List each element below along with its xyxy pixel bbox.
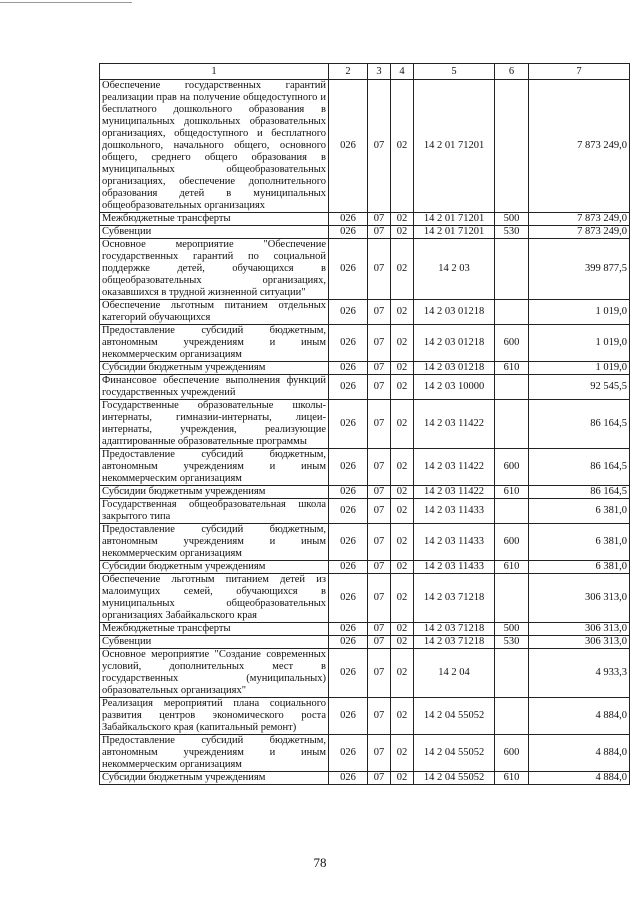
amount-cell: 4 933,3 <box>529 649 630 698</box>
subsection-code-cell: 02 <box>391 400 414 449</box>
subsection-code-cell: 02 <box>391 735 414 772</box>
row-name-cell: Реализация мероприятий плана социального развития центров экономического роста Забайкальского края (капитальный ремонт) <box>100 698 329 735</box>
amount-cell: 306 313,0 <box>529 636 630 649</box>
row-name-cell: Предоставление субсидий бюджетным, автономным учреждениям и иным некоммерческим организациям <box>100 524 329 561</box>
expense-type-cell <box>495 400 529 449</box>
table-row <box>100 325 630 362</box>
target-article-cell: 14 2 03 11433 <box>414 561 495 574</box>
chapter-code-cell: 07 <box>368 623 391 636</box>
target-article-cell: 14 2 03 71218 <box>414 623 495 636</box>
section-code-cell: 026 <box>329 325 368 362</box>
target-article-cell: 14 2 03 01218 <box>414 300 495 325</box>
subsection-code-cell: 02 <box>391 649 414 698</box>
row-name-cell: Обеспечение льготным питанием отдельных категорий обучающихся <box>100 300 329 325</box>
table-row <box>100 623 630 636</box>
table-row <box>100 561 630 574</box>
chapter-code-cell: 07 <box>368 400 391 449</box>
subsection-code-cell: 02 <box>391 623 414 636</box>
header-row <box>100 64 630 80</box>
row-name-cell: Субсидии бюджетным учреждениям <box>100 772 329 785</box>
row-name-cell: Субвенции <box>100 226 329 239</box>
expense-type-cell: 610 <box>495 772 529 785</box>
section-code-cell: 026 <box>329 449 368 486</box>
expense-type-cell <box>495 80 529 213</box>
header-cell: 3 <box>368 64 391 80</box>
row-name-cell: Субсидии бюджетным учреждениям <box>100 561 329 574</box>
subsection-code-cell: 02 <box>391 213 414 226</box>
subsection-code-cell: 02 <box>391 449 414 486</box>
chapter-code-cell: 07 <box>368 772 391 785</box>
chapter-code-cell: 07 <box>368 362 391 375</box>
subsection-code-cell: 02 <box>391 698 414 735</box>
table-row <box>100 400 630 449</box>
target-article-cell: 14 2 01 71201 <box>414 213 495 226</box>
table-row <box>100 375 630 400</box>
row-name-cell: Предоставление субсидий бюджетным, автономным учреждениям и иным некоммерческим организациям <box>100 325 329 362</box>
expense-type-cell <box>495 649 529 698</box>
amount-cell: 86 164,5 <box>529 486 630 499</box>
amount-cell: 1 019,0 <box>529 325 630 362</box>
header-cell: 6 <box>495 64 529 80</box>
row-name-cell: Финансовое обеспечение выполнения функций государственных учреждений <box>100 375 329 400</box>
header-cell: 1 <box>100 64 329 80</box>
target-article-cell: 14 2 03 71218 <box>414 636 495 649</box>
table-row <box>100 636 630 649</box>
amount-cell: 4 884,0 <box>529 698 630 735</box>
expense-type-cell: 600 <box>495 325 529 362</box>
row-name-cell: Субвенции <box>100 636 329 649</box>
subsection-code-cell: 02 <box>391 772 414 785</box>
target-article-cell: 14 2 04 55052 <box>414 698 495 735</box>
expense-type-cell: 600 <box>495 449 529 486</box>
table-row <box>100 239 630 300</box>
expense-type-cell <box>495 375 529 400</box>
header-cell: 5 <box>414 64 495 80</box>
subsection-code-cell: 02 <box>391 636 414 649</box>
expense-type-cell: 610 <box>495 486 529 499</box>
expense-type-cell <box>495 698 529 735</box>
subsection-code-cell: 02 <box>391 561 414 574</box>
target-article-cell: 14 2 03 01218 <box>414 362 495 375</box>
row-name-cell: Предоставление субсидий бюджетным, автономным учреждениям и иным некоммерческим организациям <box>100 449 329 486</box>
row-name-cell: Основное мероприятие "Создание современных условий, дополнительных мест в государственных (муниципальных) образовательных организациях" <box>100 649 329 698</box>
budget-table <box>99 63 630 785</box>
target-article-cell: 14 2 03 10000 <box>414 375 495 400</box>
section-code-cell: 026 <box>329 561 368 574</box>
chapter-code-cell: 07 <box>368 499 391 524</box>
section-code-cell: 026 <box>329 499 368 524</box>
chapter-code-cell: 07 <box>368 80 391 213</box>
expense-type-cell: 610 <box>495 362 529 375</box>
table-row <box>100 449 630 486</box>
section-code-cell: 026 <box>329 574 368 623</box>
section-code-cell: 026 <box>329 239 368 300</box>
row-name-cell: Межбюджетные трансферты <box>100 213 329 226</box>
chapter-code-cell: 07 <box>368 649 391 698</box>
chapter-code-cell: 07 <box>368 213 391 226</box>
table-row <box>100 226 630 239</box>
section-code-cell: 026 <box>329 213 368 226</box>
amount-cell: 1 019,0 <box>529 362 630 375</box>
section-code-cell: 026 <box>329 524 368 561</box>
amount-cell: 4 884,0 <box>529 735 630 772</box>
expense-type-cell: 600 <box>495 735 529 772</box>
table-row <box>100 499 630 524</box>
expense-type-cell <box>495 574 529 623</box>
amount-cell: 4 884,0 <box>529 772 630 785</box>
top-edge-rule <box>0 2 132 3</box>
target-article-cell: 14 2 01 71201 <box>414 80 495 213</box>
subsection-code-cell: 02 <box>391 300 414 325</box>
subsection-code-cell: 02 <box>391 524 414 561</box>
chapter-code-cell: 07 <box>368 449 391 486</box>
header-cell: 2 <box>329 64 368 80</box>
section-code-cell: 026 <box>329 486 368 499</box>
chapter-code-cell: 07 <box>368 561 391 574</box>
amount-cell: 86 164,5 <box>529 400 630 449</box>
subsection-code-cell: 02 <box>391 226 414 239</box>
subsection-code-cell: 02 <box>391 375 414 400</box>
row-name-cell: Предоставление субсидий бюджетным, автономным учреждениям и иным некоммерческим организациям <box>100 735 329 772</box>
target-article-cell: 14 2 01 71201 <box>414 226 495 239</box>
table-row <box>100 698 630 735</box>
section-code-cell: 026 <box>329 649 368 698</box>
amount-cell: 7 873 249,0 <box>529 80 630 213</box>
section-code-cell: 026 <box>329 80 368 213</box>
section-code-cell: 026 <box>329 698 368 735</box>
page-number: 78 <box>313 855 327 870</box>
section-code-cell: 026 <box>329 400 368 449</box>
target-article-cell: 14 2 03 11422 <box>414 400 495 449</box>
subsection-code-cell: 02 <box>391 574 414 623</box>
section-code-cell: 026 <box>329 375 368 400</box>
row-name-cell: Субсидии бюджетным учреждениям <box>100 486 329 499</box>
expense-type-cell: 530 <box>495 636 529 649</box>
amount-cell: 7 873 249,0 <box>529 213 630 226</box>
row-name-cell: Государственная общеобразовательная школа закрытого типа <box>100 499 329 524</box>
target-article-cell: 14 2 03 11433 <box>414 524 495 561</box>
table-row <box>100 772 630 785</box>
target-article-cell: 14 2 03 11433 <box>414 499 495 524</box>
target-article-cell: 14 2 03 01218 <box>414 325 495 362</box>
subsection-code-cell: 02 <box>391 486 414 499</box>
expense-type-cell: 610 <box>495 561 529 574</box>
table-row <box>100 213 630 226</box>
chapter-code-cell: 07 <box>368 325 391 362</box>
chapter-code-cell: 07 <box>368 636 391 649</box>
chapter-code-cell: 07 <box>368 486 391 499</box>
target-article-cell: 14 2 03 <box>414 239 495 300</box>
target-article-cell: 14 2 03 11422 <box>414 486 495 499</box>
header-cell: 7 <box>529 64 630 80</box>
chapter-code-cell: 07 <box>368 300 391 325</box>
subsection-code-cell: 02 <box>391 362 414 375</box>
target-article-cell: 14 2 03 71218 <box>414 574 495 623</box>
expense-type-cell: 500 <box>495 213 529 226</box>
row-name-cell: Обеспечение государственных гарантий реализации прав на получение общедоступного и бесплатного дошкольного образования в муниципальных дошкольных образовательных организациях, общедоступного и бесплатного дошкольного, начального общего, основного общего, среднего общего образования в муниципальных общеобразовательных организациях, обеспечение дополнительного образования детей в муниципальных общеобразовательных организациях <box>100 80 329 213</box>
table-row <box>100 486 630 499</box>
subsection-code-cell: 02 <box>391 239 414 300</box>
expense-type-cell <box>495 239 529 300</box>
expense-type-cell: 530 <box>495 226 529 239</box>
chapter-code-cell: 07 <box>368 239 391 300</box>
expense-type-cell: 500 <box>495 623 529 636</box>
section-code-cell: 026 <box>329 362 368 375</box>
section-code-cell: 026 <box>329 226 368 239</box>
section-code-cell: 026 <box>329 772 368 785</box>
row-name-cell: Межбюджетные трансферты <box>100 623 329 636</box>
table-body <box>100 64 630 785</box>
expense-type-cell <box>495 499 529 524</box>
chapter-code-cell: 07 <box>368 698 391 735</box>
table-row <box>100 735 630 772</box>
target-article-cell: 14 2 04 <box>414 649 495 698</box>
chapter-code-cell: 07 <box>368 524 391 561</box>
section-code-cell: 026 <box>329 300 368 325</box>
amount-cell: 1 019,0 <box>529 300 630 325</box>
chapter-code-cell: 07 <box>368 375 391 400</box>
amount-cell: 92 545,5 <box>529 375 630 400</box>
chapter-code-cell: 07 <box>368 735 391 772</box>
subsection-code-cell: 02 <box>391 80 414 213</box>
amount-cell: 6 381,0 <box>529 524 630 561</box>
target-article-cell: 14 2 03 11422 <box>414 449 495 486</box>
subsection-code-cell: 02 <box>391 325 414 362</box>
row-name-cell: Обеспечение льготным питанием детей из малоимущих семей, обучающихся в муниципальных общеобразовательных организациях Забайкальского края <box>100 574 329 623</box>
target-article-cell: 14 2 04 55052 <box>414 772 495 785</box>
amount-cell: 6 381,0 <box>529 499 630 524</box>
section-code-cell: 026 <box>329 623 368 636</box>
row-name-cell: Государственные образовательные школы-интернаты, гимназии-интернаты, лицеи-интернаты, учреждения, реализующие адаптированные образовательные программы <box>100 400 329 449</box>
expense-type-cell: 600 <box>495 524 529 561</box>
subsection-code-cell: 02 <box>391 499 414 524</box>
amount-cell: 86 164,5 <box>529 449 630 486</box>
chapter-code-cell: 07 <box>368 226 391 239</box>
table-row <box>100 362 630 375</box>
amount-cell: 6 381,0 <box>529 561 630 574</box>
target-article-cell: 14 2 04 55052 <box>414 735 495 772</box>
table-row <box>100 80 630 213</box>
amount-cell: 306 313,0 <box>529 623 630 636</box>
row-name-cell: Субсидии бюджетным учреждениям <box>100 362 329 375</box>
expense-type-cell <box>495 300 529 325</box>
header-cell: 4 <box>391 64 414 80</box>
amount-cell: 399 877,5 <box>529 239 630 300</box>
amount-cell: 7 873 249,0 <box>529 226 630 239</box>
table-row <box>100 574 630 623</box>
amount-cell: 306 313,0 <box>529 574 630 623</box>
table-row <box>100 300 630 325</box>
section-code-cell: 026 <box>329 636 368 649</box>
table-row <box>100 524 630 561</box>
table-row <box>100 649 630 698</box>
row-name-cell: Основное мероприятие "Обеспечение государственных гарантий по социальной поддержке детей, обучающихся в общеобразовательных организациях, оказавшихся в трудной жизненной ситуации" <box>100 239 329 300</box>
chapter-code-cell: 07 <box>368 574 391 623</box>
section-code-cell: 026 <box>329 735 368 772</box>
